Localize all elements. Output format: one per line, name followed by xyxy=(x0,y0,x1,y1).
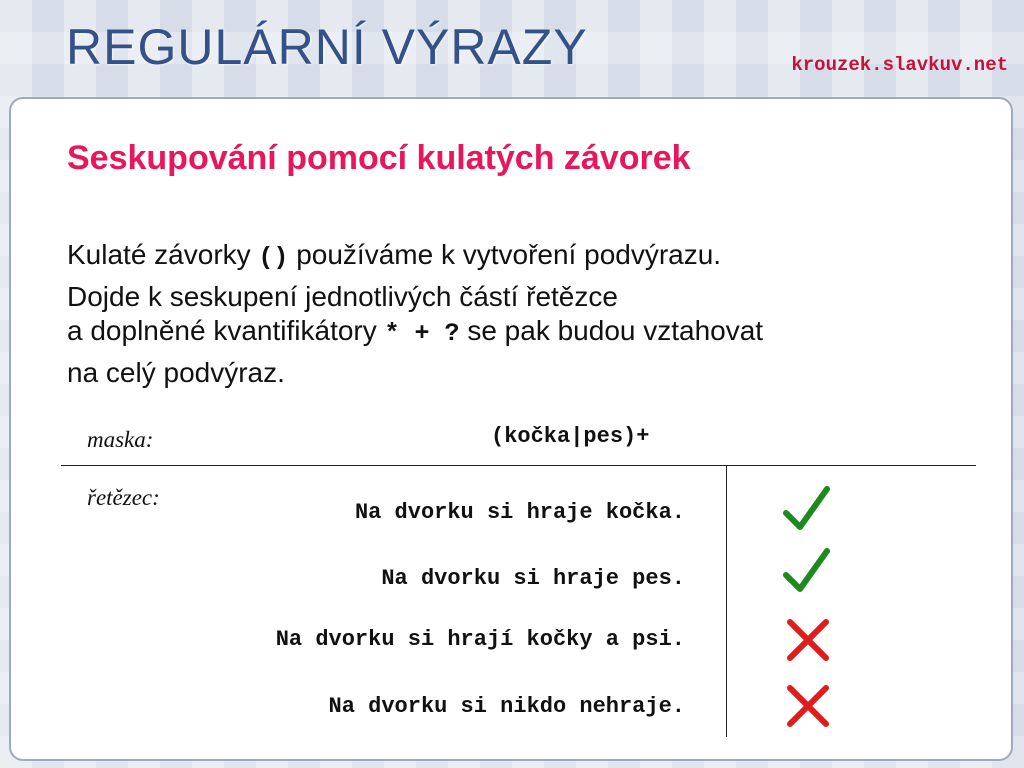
cross-icon xyxy=(785,617,831,663)
para-line-1 xyxy=(67,233,967,280)
table-divider-vertical xyxy=(726,465,727,737)
para-text: se pak budou vztahovat xyxy=(459,315,764,346)
site-url: krouzek.slavkuv.net xyxy=(791,54,1008,76)
quantifiers-code: * + ? xyxy=(384,319,460,348)
para-line-2: Dojde k seskupení jednotlivých částí řetězce xyxy=(67,281,618,312)
table-divider-horizontal xyxy=(61,465,976,466)
para-line-4: na celý podvýraz. xyxy=(67,357,285,388)
cross-icon xyxy=(785,683,831,729)
string-label: řetězec: xyxy=(87,485,160,510)
para-line-3 xyxy=(67,314,967,351)
mask-label: maska: xyxy=(87,427,154,452)
test-string-2: Na dvorku si hraje pes. xyxy=(381,566,685,591)
section-heading: Seskupování pomocí kulatých závorek xyxy=(67,139,691,177)
explanation-paragraph xyxy=(67,233,967,395)
mask-value: (kočka|pes)+ xyxy=(491,424,650,449)
slide-title: REGULÁRNÍ VÝRAZY xyxy=(66,19,588,75)
check-icon xyxy=(782,547,832,597)
test-string-4: Na dvorku si nikdo nehraje. xyxy=(328,694,685,719)
test-string-1: Na dvorku si hraje kočka. xyxy=(354,500,685,525)
para-text: a doplněné kvantifikátory xyxy=(67,315,385,346)
check-icon xyxy=(782,485,832,535)
parentheses-code: () xyxy=(258,243,289,272)
test-string-3: Na dvorku si hrají kočky a psi. xyxy=(275,627,685,652)
content-panel xyxy=(9,97,1013,761)
para-text: používáme k vytvoření podvýrazu. xyxy=(288,239,722,270)
para-text: Kulaté závorky xyxy=(67,239,259,270)
